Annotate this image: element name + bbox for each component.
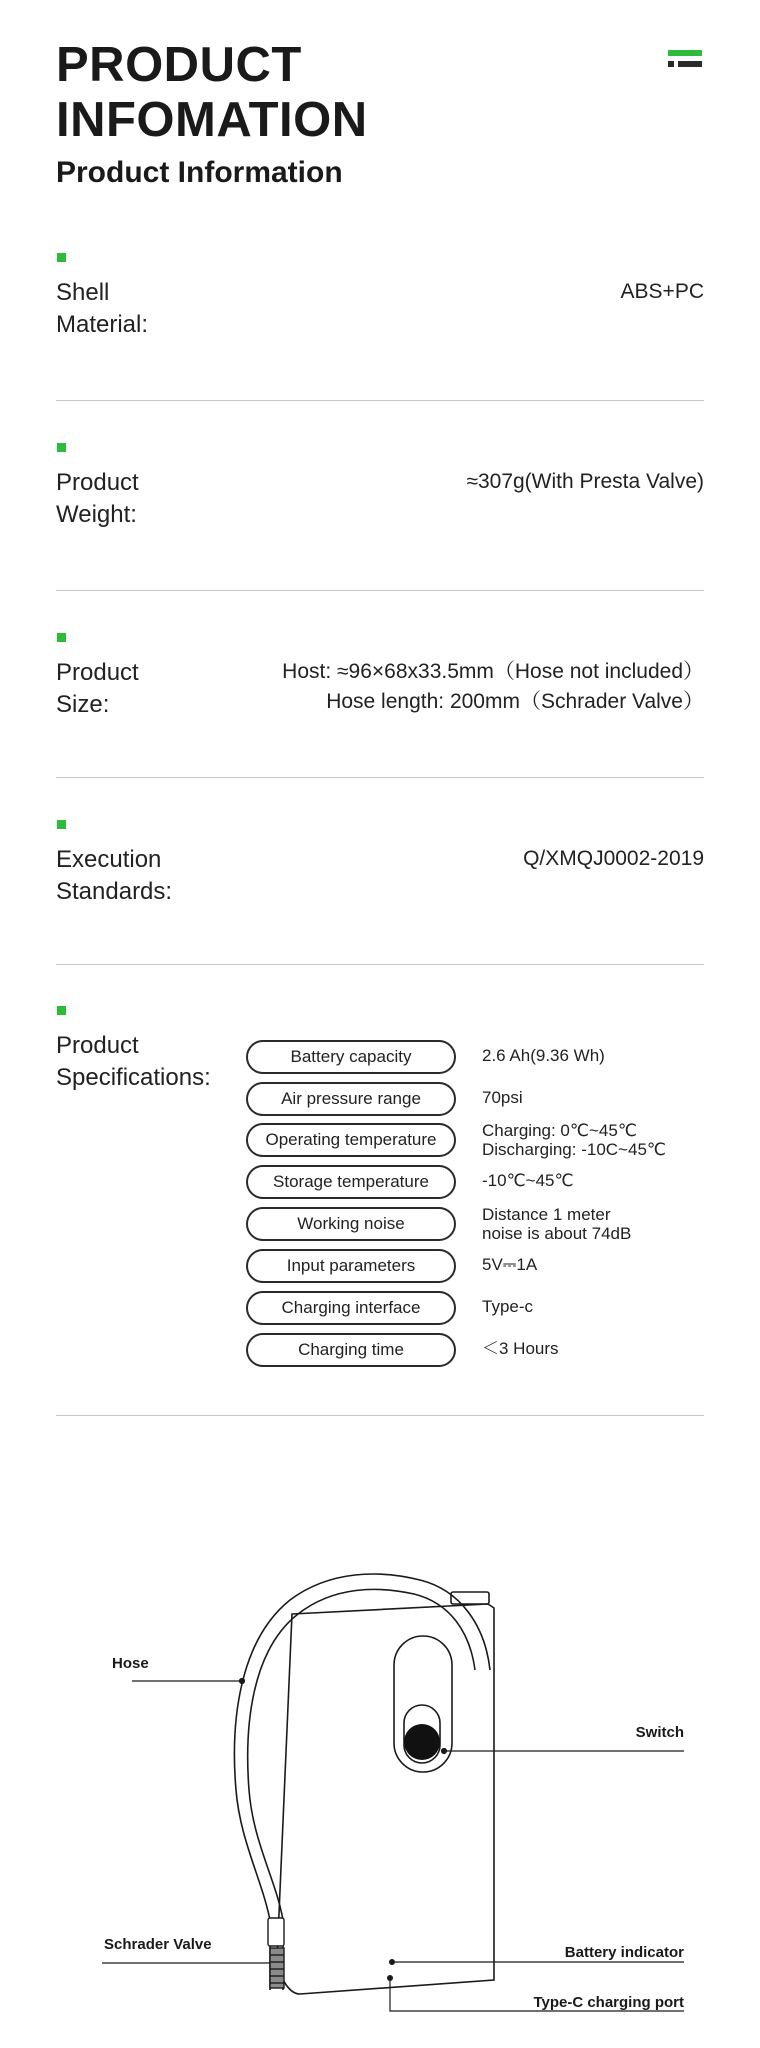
divider xyxy=(56,590,704,591)
divider xyxy=(56,1415,704,1416)
callout-schrader-valve: Schrader Valve xyxy=(104,1936,212,1953)
section-label: Execution Standards: xyxy=(56,846,173,905)
callout-typec-port: Type-C charging port xyxy=(533,1994,684,2011)
bullet-icon xyxy=(57,820,66,829)
spec-value-battery-capacity: 2.6 Ah(9.36 Wh) xyxy=(482,1046,605,1065)
title-line-2: INFOMATION xyxy=(56,93,368,147)
spec-value-working-noise: Distance 1 meter noise is about 74dB xyxy=(482,1205,632,1243)
page-subtitle: Product Information xyxy=(56,156,343,189)
section-value: ABS+PC xyxy=(620,280,704,303)
section-value: Q/XMQJ0002-2019 xyxy=(523,847,704,870)
spec-pill-operating-temperature: Operating temperature xyxy=(246,1123,456,1157)
callout-switch: Switch xyxy=(635,1724,684,1741)
section-value: ≈307g(With Presta Valve) xyxy=(466,470,704,493)
spec-value-air-pressure: 70psi xyxy=(482,1088,523,1107)
spec-pill-input-parameters: Input parameters xyxy=(246,1249,456,1283)
section-label: Product Weight: xyxy=(56,469,139,528)
spec-value-storage-temperature: -10℃~45℃ xyxy=(482,1171,574,1190)
divider xyxy=(56,964,704,965)
pump-body xyxy=(277,1604,494,1994)
spec-value-input-parameters: 5V⎓1A xyxy=(482,1255,538,1274)
divider xyxy=(56,400,704,401)
title-line-1: PRODUCT xyxy=(56,38,302,92)
product-diagram xyxy=(0,1460,760,2020)
switch-knob-icon xyxy=(404,1724,440,1760)
spec-pill-storage-temperature: Storage temperature xyxy=(246,1165,456,1199)
spec-pill-air-pressure: Air pressure range xyxy=(246,1082,456,1116)
spec-pill-charging-time: Charging time xyxy=(246,1333,456,1367)
bullet-icon xyxy=(57,633,66,642)
bullet-icon xyxy=(57,443,66,452)
spec-pill-working-noise: Working noise xyxy=(246,1207,456,1241)
section-label: Shell Material: xyxy=(56,279,149,338)
spec-value-charging-time: ＜3 Hours xyxy=(482,1339,559,1358)
divider xyxy=(56,777,704,778)
bullet-icon xyxy=(57,1006,66,1015)
spec-value-operating-temperature: Charging: 0℃~45℃ Discharging: -10C~45℃ xyxy=(482,1121,666,1159)
section-label: Product Specifications: xyxy=(56,1032,211,1091)
section-value: Host: ≈96×68x33.5mm（Hose not included） Hose length: 200mm（Schrader Valve） xyxy=(282,660,704,713)
product-specifications-section xyxy=(56,1006,704,1376)
callout-hose: Hose xyxy=(112,1655,149,1672)
brand-logo-icon xyxy=(668,50,702,70)
spec-value-charging-interface: Type-c xyxy=(482,1297,534,1316)
page-title xyxy=(56,38,368,148)
section-label: Product Size: xyxy=(56,659,139,718)
spec-pill-charging-interface: Charging interface xyxy=(246,1291,456,1325)
bullet-icon xyxy=(57,253,66,262)
callout-battery-indicator: Battery indicator xyxy=(564,1944,684,1961)
spec-pill-battery-capacity: Battery capacity xyxy=(246,1040,456,1074)
